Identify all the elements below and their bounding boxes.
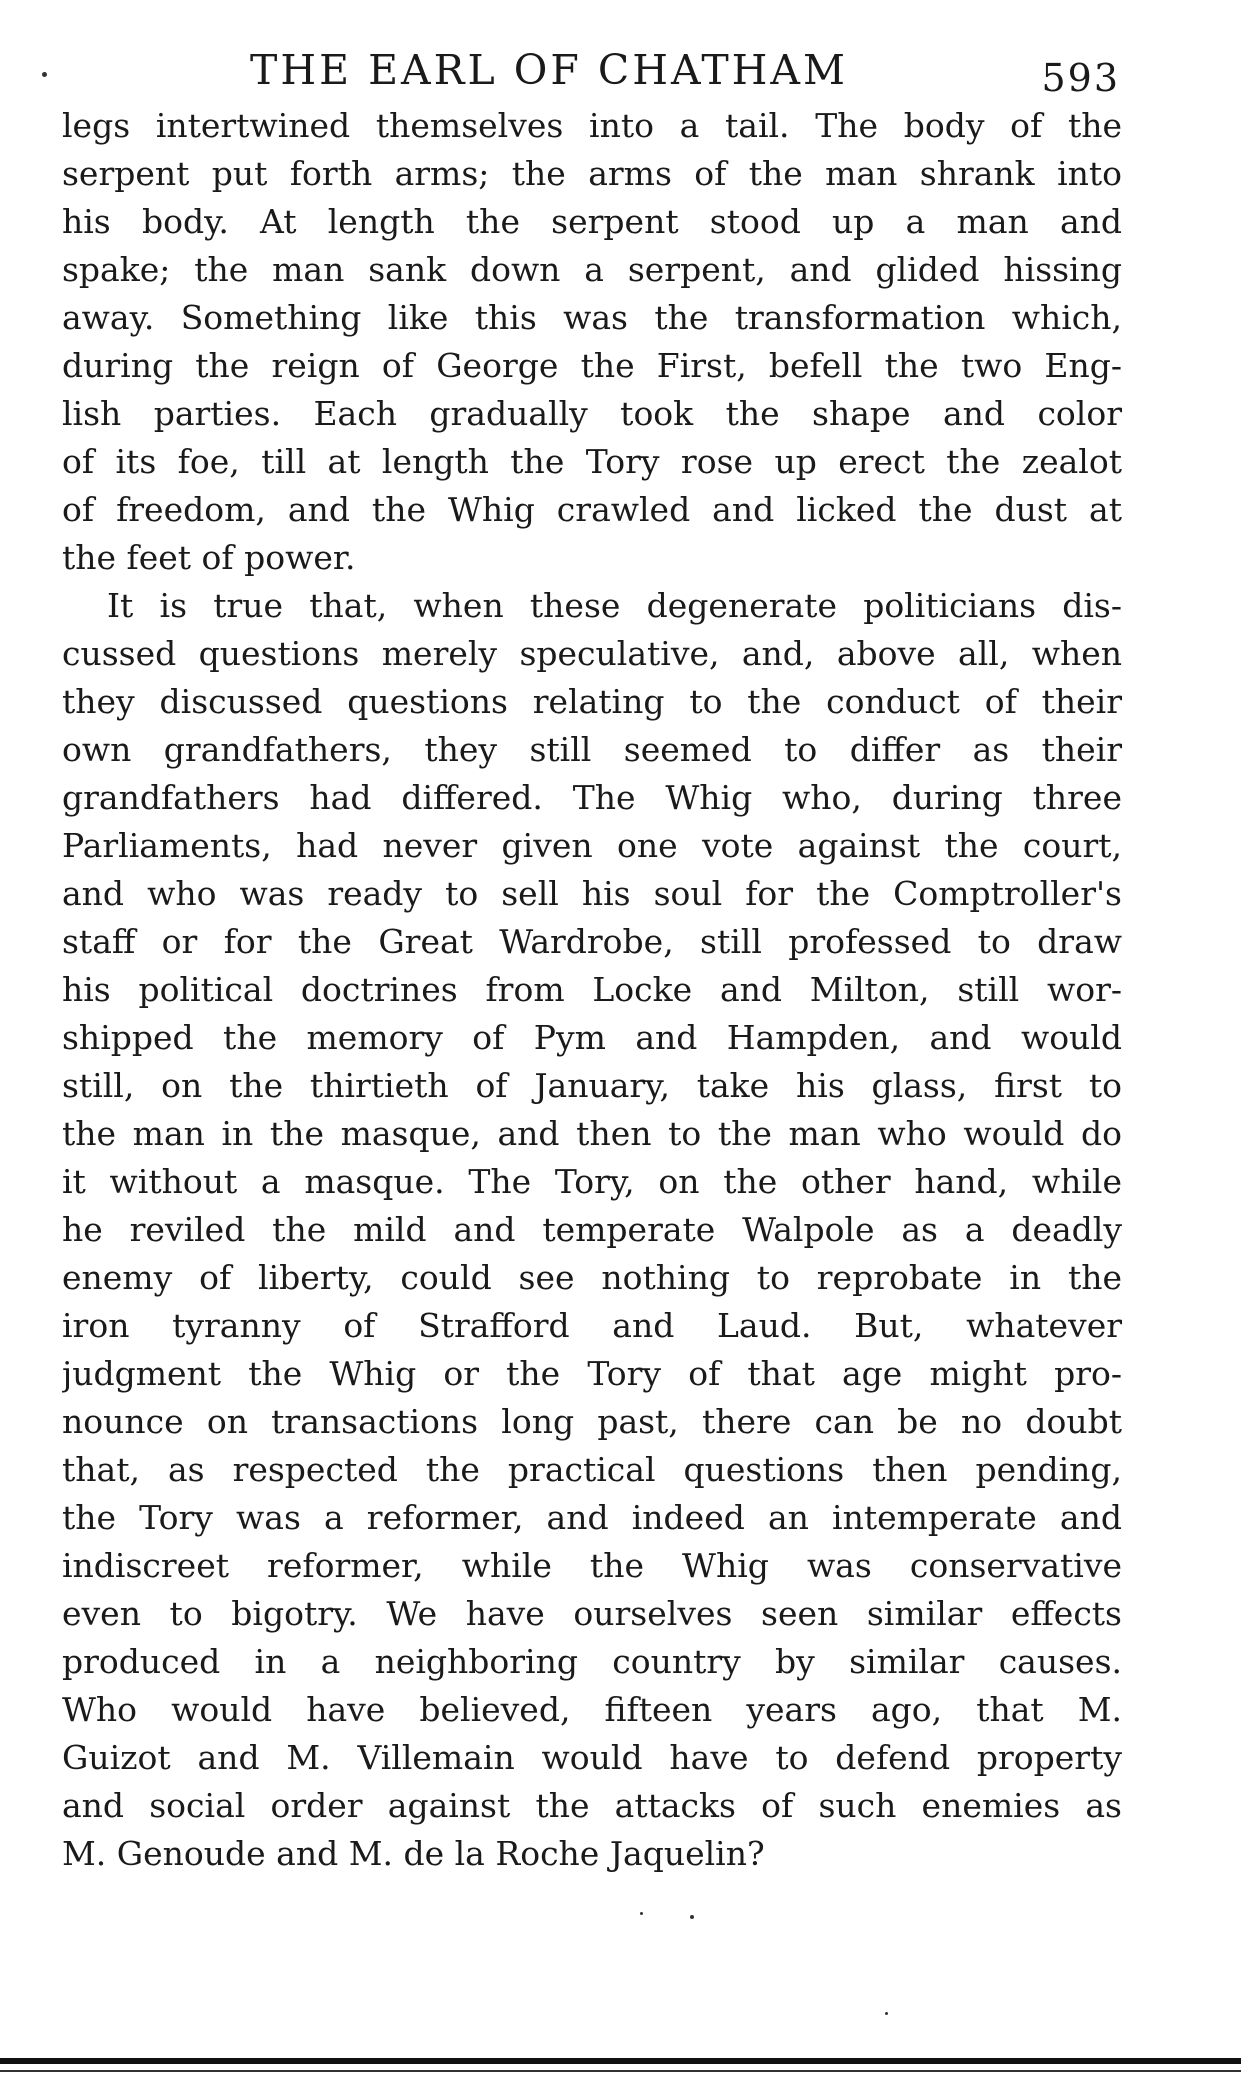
text-line: legs intertwined themselves into a tail. The body of the [62, 106, 1122, 145]
text-line: it without a masque. The Tory, on the other hand, while [62, 1162, 1122, 1201]
text-line: he reviled the mild and temperate Walpole as a deadly [62, 1210, 1122, 1249]
text-line: enemy of liberty, could see nothing to reprobate in the [62, 1258, 1122, 1297]
stray-mark [690, 1915, 694, 1919]
text-line: his body. At length the serpent stood up a man and [62, 202, 1122, 241]
text-line: of freedom, and the Whig crawled and licked the dust at [62, 490, 1122, 529]
text-line: indiscreet reformer, while the Whig was conservative [62, 1546, 1122, 1585]
text-line: still, on the thirtieth of January, take his glass, first to [62, 1066, 1122, 1105]
text-line: spake; the man sank down a serpent, and glided hissing [62, 250, 1122, 289]
text-line: iron tyranny of Strafford and Laud. But, whatever [62, 1306, 1122, 1345]
running-head [60, 38, 1120, 108]
text-line: of its foe, till at length the Tory rose up erect the zealot [62, 442, 1122, 481]
text-line: the feet of power. [62, 538, 356, 577]
text-line: during the reign of George the First, befell the two Eng- [62, 346, 1122, 385]
running-title: THE EARL OF CHATHAM [250, 46, 849, 94]
text-line: produced in a neighboring country by similar causes. [62, 1642, 1122, 1681]
text-line: even to bigotry. We have ourselves seen similar effects [62, 1594, 1122, 1633]
text-line: staff or for the Great Wardrobe, still professed to draw [62, 922, 1122, 961]
text-line: Parliaments, had never given one vote against the court, [62, 826, 1122, 865]
text-line: that, as respected the practical questions then pending, [62, 1450, 1122, 1489]
stray-mark [640, 1912, 643, 1915]
paragraph [62, 102, 1122, 582]
text-line: lish parties. Each gradually took the shape and color [62, 394, 1122, 433]
text-line: judgment the Whig or the Tory of that age might pro- [62, 1354, 1122, 1393]
text-line: away. Something like this was the transformation which, [62, 298, 1122, 337]
text-line: and social order against the attacks of such enemies as [62, 1786, 1122, 1825]
text-line: serpent put forth arms; the arms of the man shrank into [62, 154, 1122, 193]
text-line: nounce on transactions long past, there can be no doubt [62, 1402, 1122, 1441]
text-line: the man in the masque, and then to the man who would do [62, 1114, 1122, 1153]
text-line: and who was ready to sell his soul for the Comptroller's [62, 874, 1122, 913]
text-line: M. Genoude and M. de la Roche Jaquelin? [62, 1834, 765, 1873]
text-line: his political doctrines from Locke and Milton, still wor- [62, 970, 1122, 1009]
text-line: cussed questions merely speculative, and, above all, when [62, 634, 1122, 673]
body-text [62, 102, 1122, 1878]
page-number: 593 [1041, 56, 1120, 100]
text-line: they discussed questions relating to the conduct of their [62, 682, 1122, 721]
text-line: grandfathers had differed. The Whig who, during three [62, 778, 1122, 817]
text-line: Who would have believed, fifteen years ago, that M. [62, 1690, 1122, 1729]
stray-mark [42, 72, 47, 77]
bottom-rule-thin [0, 2070, 1241, 2072]
bottom-rule [0, 2058, 1241, 2064]
paragraph [62, 582, 1122, 1878]
text-line: shipped the memory of Pym and Hampden, and would [62, 1018, 1122, 1057]
stray-mark [885, 2012, 888, 2015]
text-line: own grandfathers, they still seemed to differ as their [62, 730, 1122, 769]
text-line: the Tory was a reformer, and indeed an intemperate and [62, 1498, 1122, 1537]
text-line: It is true that, when these degenerate politicians dis- [107, 586, 1122, 625]
text-line: Guizot and M. Villemain would have to defend property [62, 1738, 1122, 1777]
